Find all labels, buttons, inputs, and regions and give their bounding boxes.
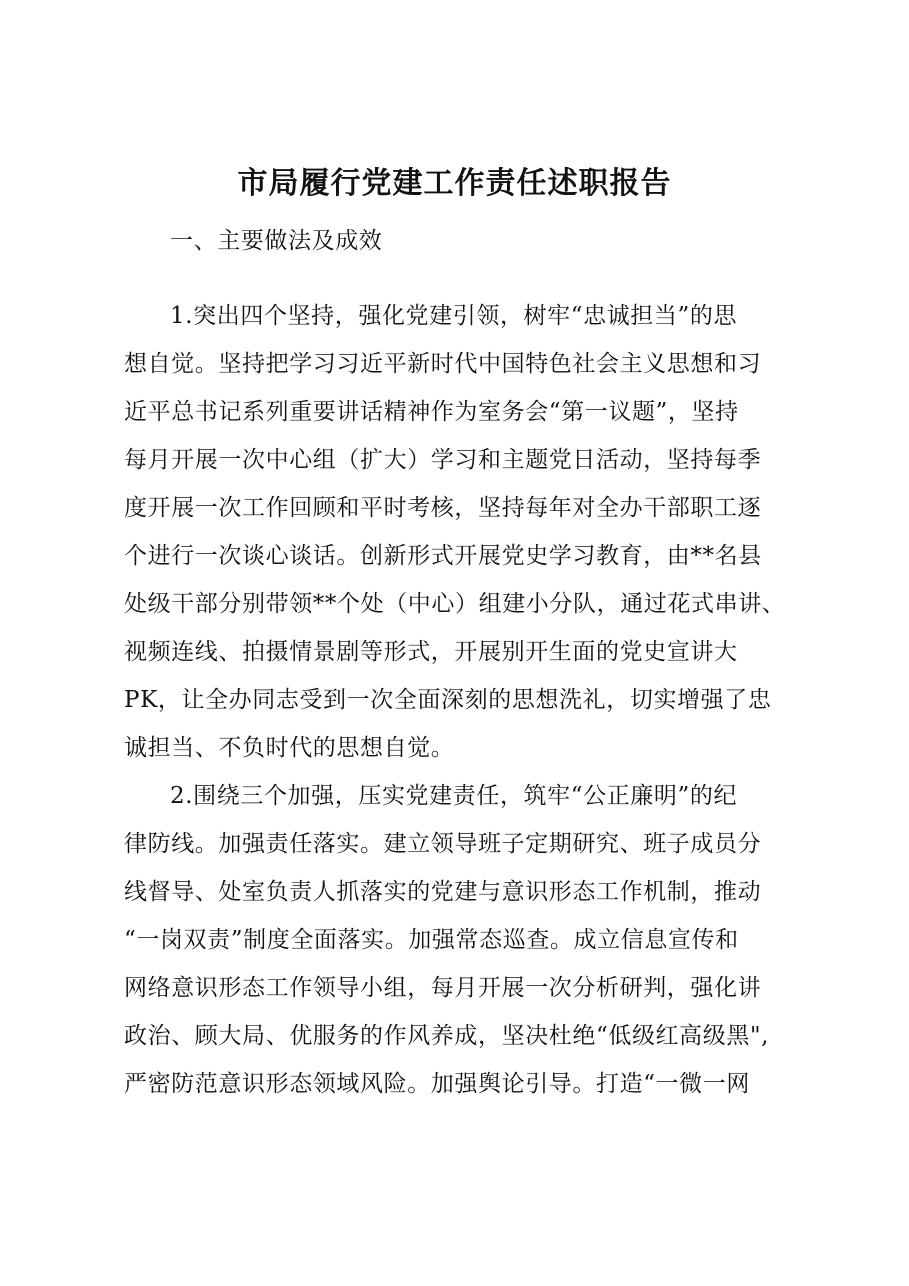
- paragraph-line: 1.突出四个坚持，强化党建引领，树牢“忠诚担当”的思: [170, 303, 738, 329]
- paragraph-line: 度开展一次工作回顾和平时考核，坚持每年对全办干部职工逐: [124, 495, 762, 521]
- section-heading: 一、主要做法及成效: [170, 228, 383, 254]
- paragraph-line: 近平总书记系列重要讲话精神作为室务会“第一议题”，坚持: [124, 399, 739, 425]
- paragraph-line: 个进行一次谈心谈话。创新形式开展党史学习教育，由**名县: [124, 543, 762, 569]
- paragraph-line: 律防线。加强责任落实。建立领导班子定期研究、班子成员分: [124, 831, 762, 857]
- paragraph-line: 网络意识形态工作领导小组，每月开展一次分析研判，强化讲: [124, 975, 762, 1001]
- paragraph-line: “一岗双责”制度全面落实。加强常态巡查。成立信息宣传和: [124, 927, 739, 953]
- paragraph-line: 线督导、处室负责人抓落实的党建与意识形态工作机制，推动: [124, 879, 762, 905]
- paragraph-line: 想自觉。坚持把学习习近平新时代中国特色社会主义思想和习: [124, 351, 762, 377]
- paragraph-line: 2.围绕三个加强，压实党建责任，筑牢“公正廉明”的纪: [170, 783, 738, 809]
- paragraph-line: 严密防范意识形态领域风险。加强舆论引导。打造“一微一网: [124, 1071, 750, 1097]
- paragraph-line: 处级干部分别带领**个处（中心）组建小分队，通过花式串讲、: [124, 591, 786, 617]
- paragraph-line: 视频连线、拍摄情景剧等形式，开展别开生面的党史宣讲大: [124, 639, 738, 665]
- paragraph-line: 诚担当、不负时代的思想自觉。: [124, 735, 455, 761]
- paragraph-line: PK，让全办同志受到一次全面深刻的思想洗礼，切实增强了忠: [124, 687, 772, 713]
- document-title: 市局履行党建工作责任述职报告: [237, 166, 672, 201]
- paragraph-line: 政治、顾大局、优服务的作风养成，坚决杜绝“低级红高级黑",: [124, 1023, 770, 1049]
- paragraph-line: 每月开展一次中心组（扩大）学习和主题党日活动，坚持每季: [124, 447, 762, 473]
